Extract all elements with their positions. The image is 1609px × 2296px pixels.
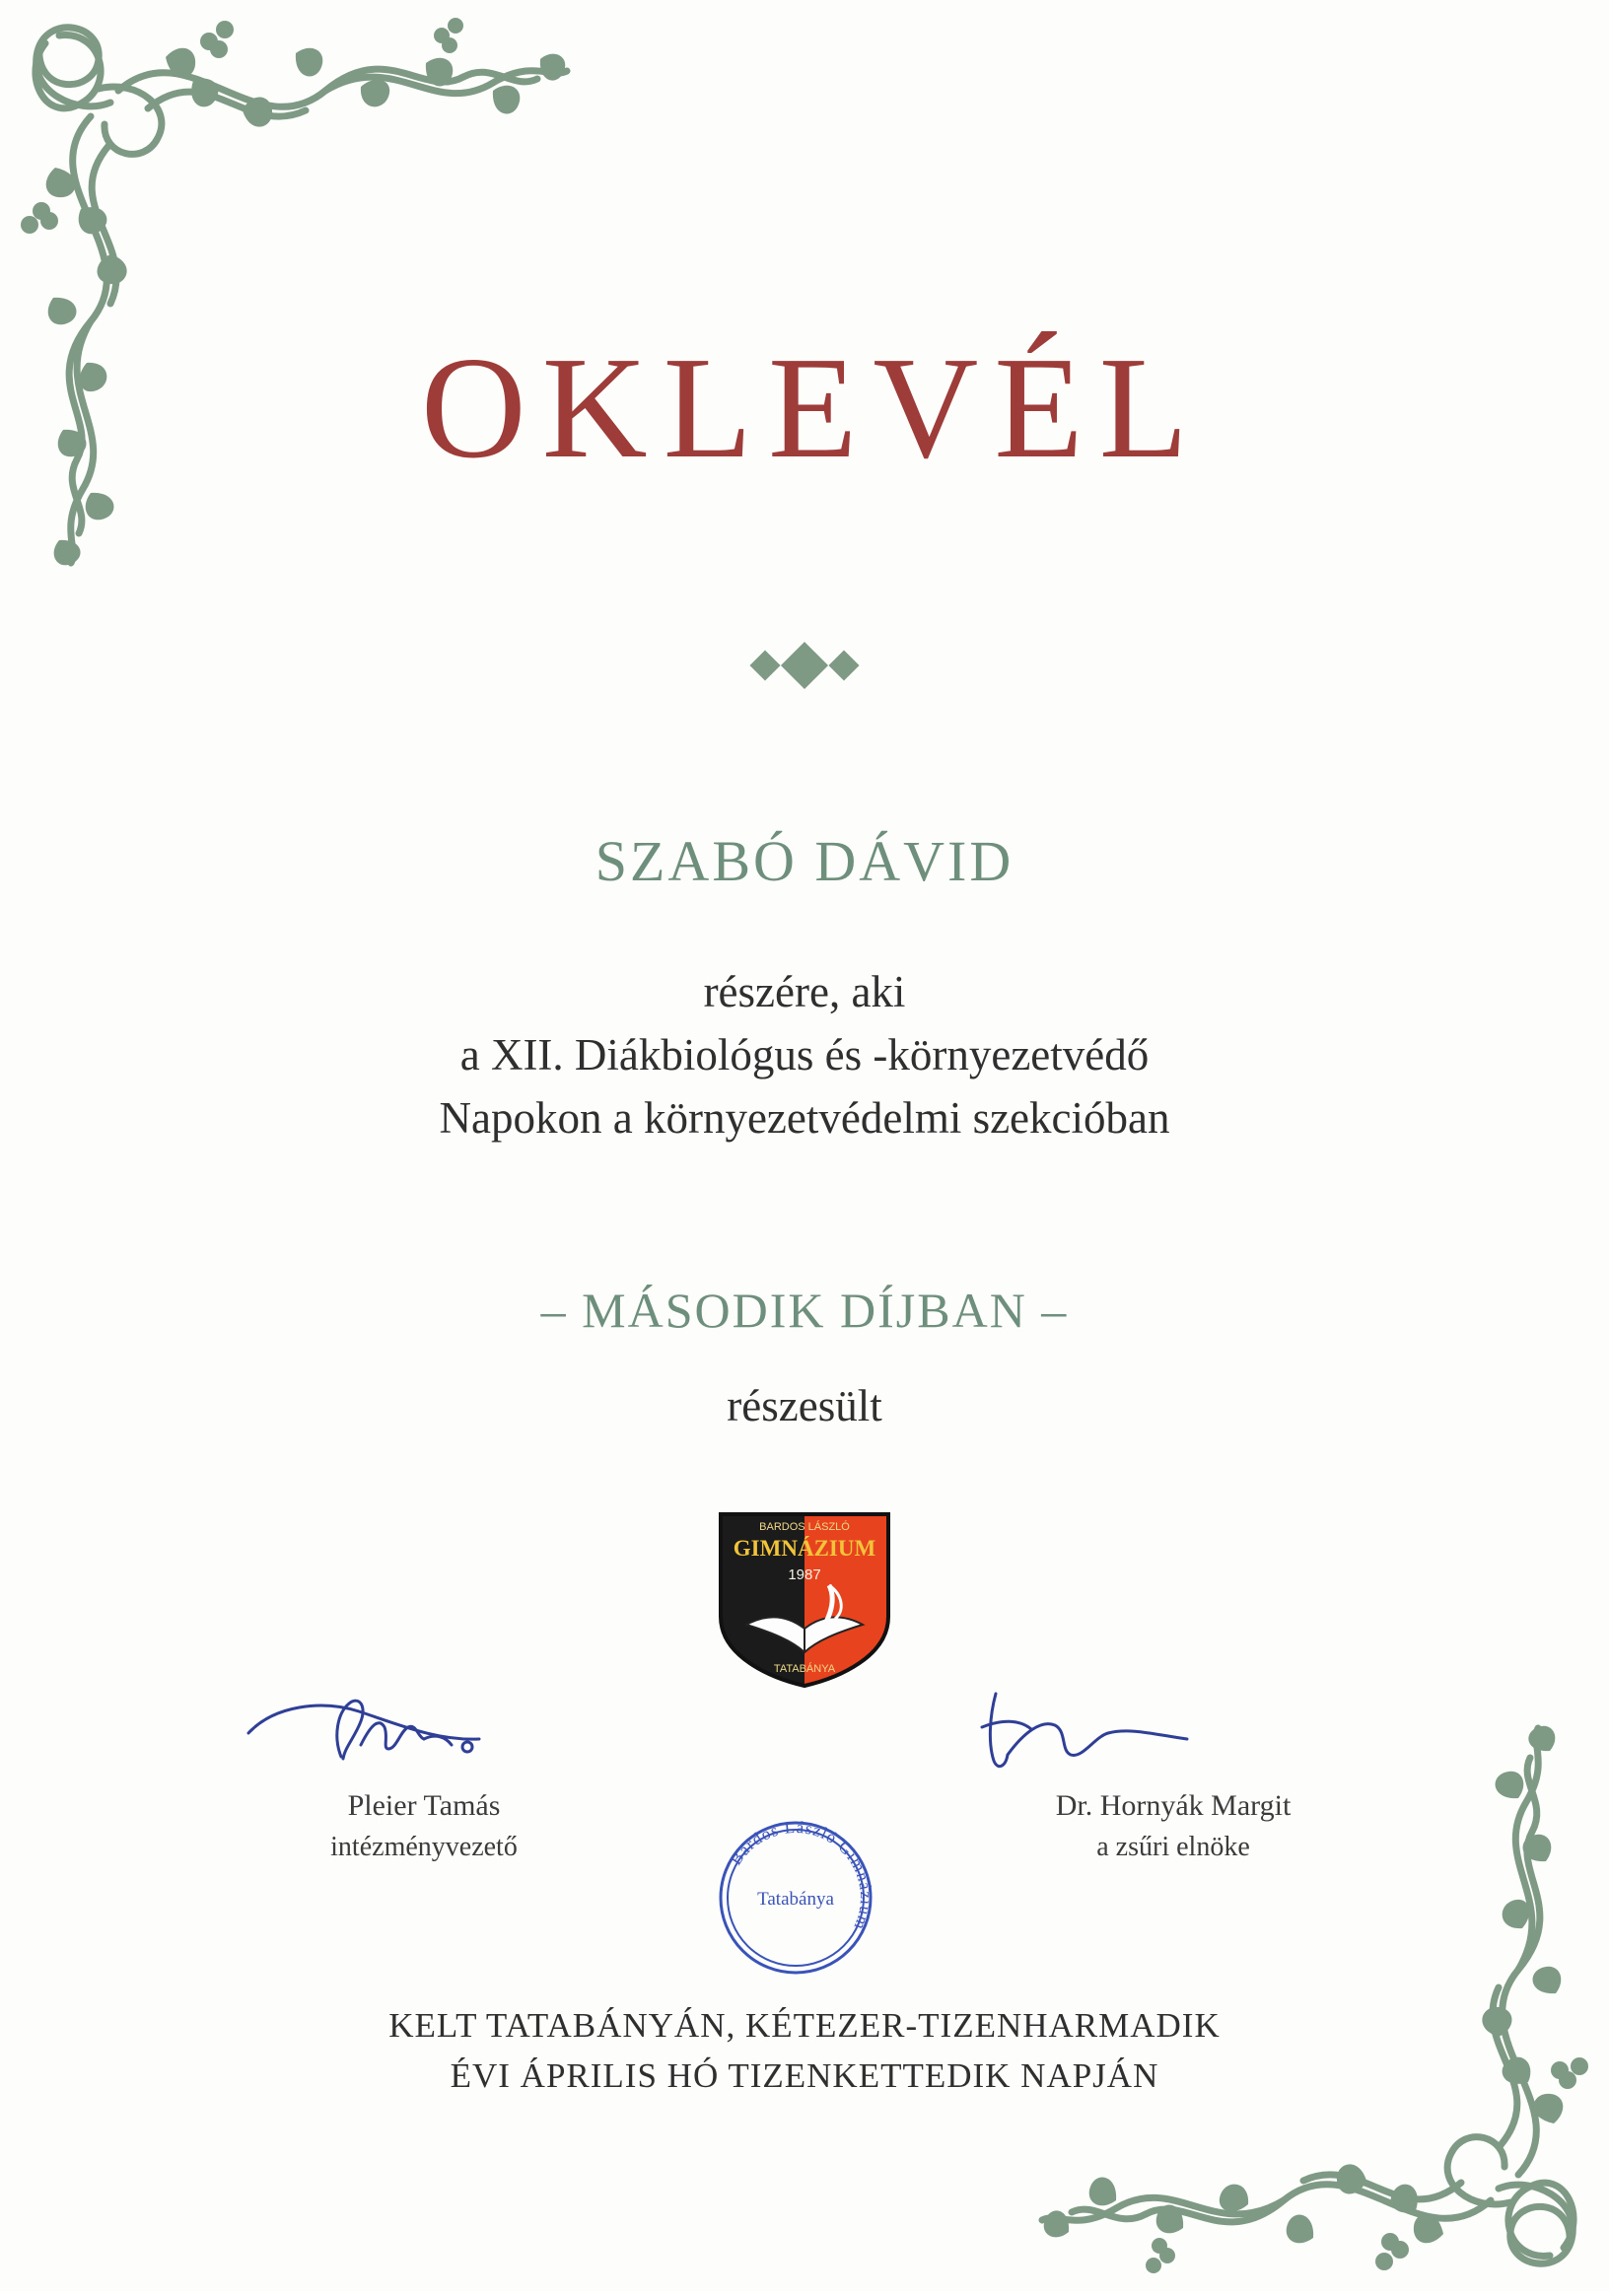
- diamond-divider: [0, 631, 1609, 720]
- signature-block-left: [227, 1676, 621, 1867]
- svg-text:Bardos László Gimnázium: [727, 1818, 876, 1933]
- recipient-name: SZABÓ DÁVID: [595, 829, 1014, 893]
- date-line-2: ÉVI ÁPRILIS HÓ TIZENKETTEDIK NAPJÁN: [450, 2055, 1159, 2095]
- body-line-3: Napokon a környezetvédelmi szekcióban: [439, 1092, 1170, 1143]
- crest-school-name: GIMNÁZIUM: [733, 1536, 876, 1561]
- date-block: [0, 2001, 1609, 2102]
- signature-role-left: intézményvezető: [330, 1831, 518, 1862]
- crest-year: 1987: [788, 1566, 821, 1583]
- handwritten-signature-left-icon: [227, 1676, 621, 1784]
- signature-name-left: Pleier Tamás: [347, 1789, 501, 1822]
- official-stamp-icon: [702, 1804, 889, 1991]
- body-line-1: részére, aki: [703, 967, 906, 1016]
- certificate-title-block: [0, 327, 1609, 489]
- diamond-ornament-icon: [740, 631, 869, 710]
- stamp-center-text: Tatabánya: [757, 1889, 834, 1910]
- school-crest-icon: [711, 1508, 898, 1691]
- prize-line: – MÁSODIK DÍJBAN –: [540, 1283, 1069, 1338]
- handwritten-signature-right-icon: [946, 1676, 1400, 1784]
- signature-block-right: [946, 1676, 1400, 1867]
- body-text: [0, 961, 1609, 1150]
- page-title: OKLEVÉL: [420, 327, 1205, 489]
- stamp-ring-text: Bardos László Gimnázium: [726, 1817, 876, 1933]
- signature-role-right: a zsűri elnöke: [1096, 1831, 1250, 1862]
- crest-top-text: BARDOS LÁSZLÓ: [759, 1521, 850, 1533]
- signature-name-right: Dr. Hornyák Margit: [1055, 1789, 1292, 1822]
- crest-bottom-text: TATABÁNYA: [773, 1663, 836, 1675]
- date-line-1: KELT TATABÁNYÁN, KÉTEZER-TIZENHARMADIK: [388, 2006, 1221, 2045]
- body-line-2: a XII. Diákbiológus és -környezetvédő: [459, 1029, 1150, 1079]
- after-prize-line: részesült: [727, 1381, 882, 1430]
